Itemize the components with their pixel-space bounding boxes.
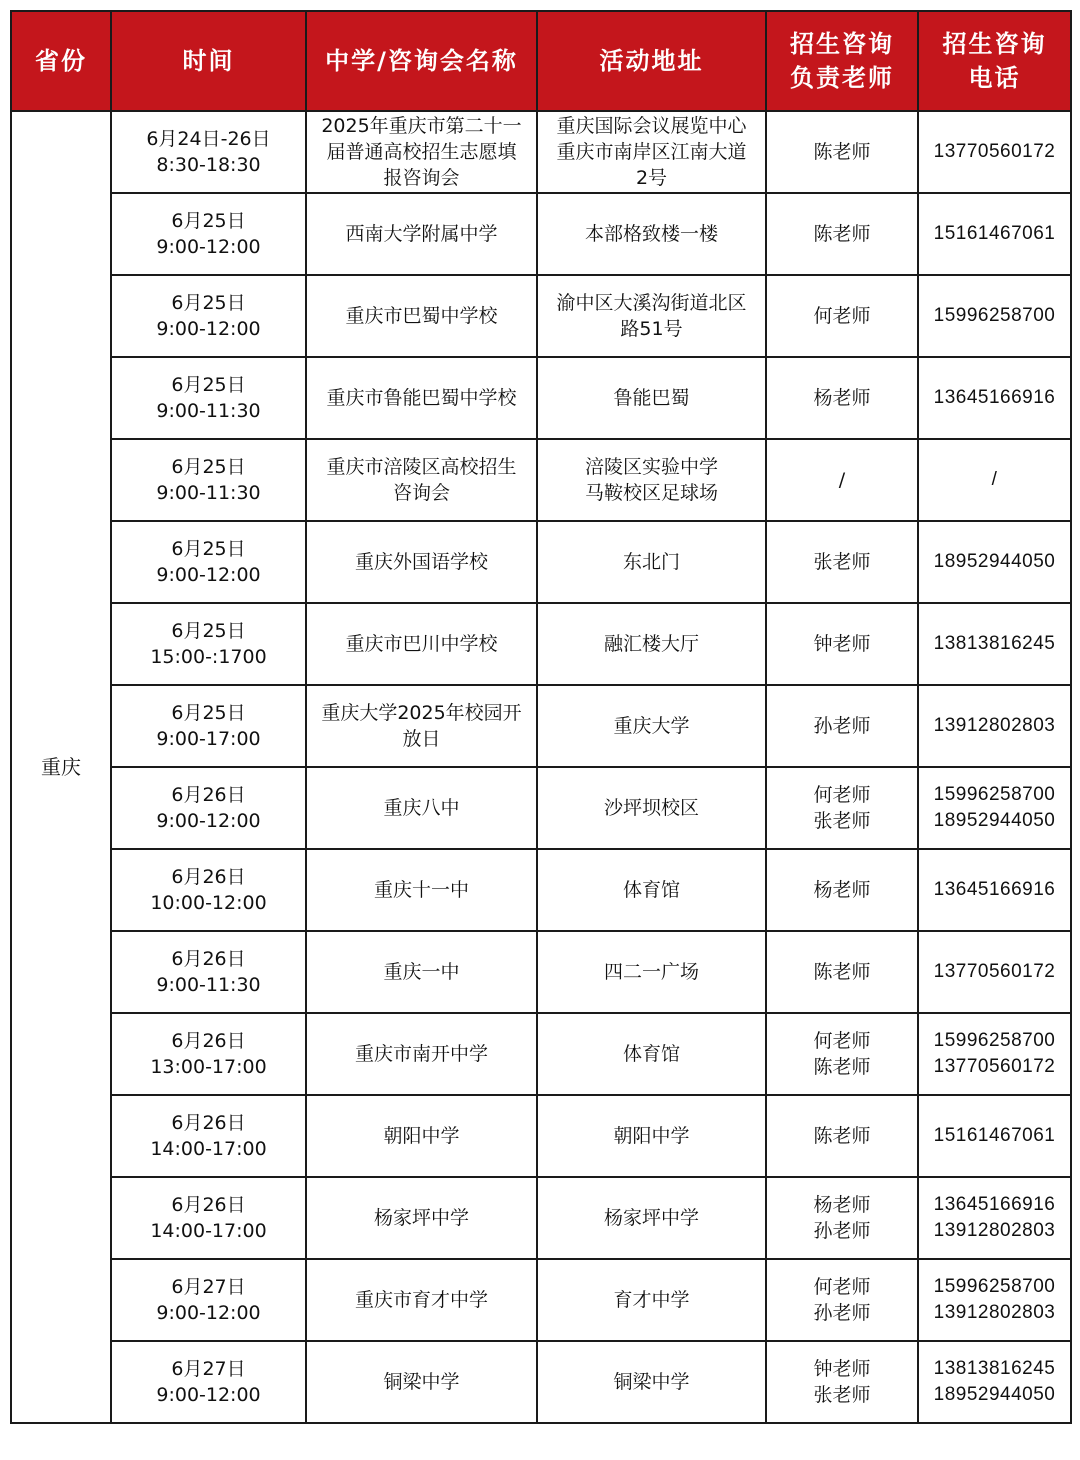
table-row xyxy=(11,603,1071,685)
cell-address: 本部格致楼一楼 xyxy=(537,193,766,275)
header-school: 中学/咨询会名称 xyxy=(306,11,537,111)
cell-address: 育才中学 xyxy=(537,1259,766,1341)
cell-phone: 15996258700 13770560172 xyxy=(918,1013,1071,1095)
cell-address: 重庆国际会议展览中心 重庆市南岸区江南大道 2号 xyxy=(537,111,766,193)
cell-school: 杨家坪中学 xyxy=(306,1177,537,1259)
cell-address: 东北门 xyxy=(537,521,766,603)
cell-address: 体育馆 xyxy=(537,849,766,931)
cell-phone: 18952944050 xyxy=(918,521,1071,603)
cell-school: 重庆市涪陵区高校招生 咨询会 xyxy=(306,439,537,521)
cell-teacher: 杨老师 xyxy=(766,357,918,439)
table-row xyxy=(11,357,1071,439)
cell-school: 重庆十一中 xyxy=(306,849,537,931)
cell-school: 朝阳中学 xyxy=(306,1095,537,1177)
cell-teacher: / xyxy=(766,439,918,521)
cell-teacher: 何老师 xyxy=(766,275,918,357)
cell-phone: 13770560172 xyxy=(918,931,1071,1013)
header-time: 时间 xyxy=(111,11,306,111)
cell-teacher: 何老师 张老师 xyxy=(766,767,918,849)
cell-phone: 15996258700 18952944050 xyxy=(918,767,1071,849)
table-row xyxy=(11,439,1071,521)
cell-phone: 15996258700 xyxy=(918,275,1071,357)
cell-time: 6月26日 13:00-17:00 xyxy=(111,1013,306,1095)
cell-time: 6月27日 9:00-12:00 xyxy=(111,1259,306,1341)
cell-time: 6月25日 9:00-11:30 xyxy=(111,357,306,439)
cell-school: 重庆一中 xyxy=(306,931,537,1013)
cell-time: 6月24日-26日 8:30-18:30 xyxy=(111,111,306,193)
cell-phone: 13912802803 xyxy=(918,685,1071,767)
cell-school: 重庆市巴川中学校 xyxy=(306,603,537,685)
cell-phone: 13645166916 13912802803 xyxy=(918,1177,1071,1259)
table-row xyxy=(11,111,1071,193)
cell-phone: 15161467061 xyxy=(918,1095,1071,1177)
cell-school: 重庆大学2025年校园开 放日 xyxy=(306,685,537,767)
cell-phone: 13813816245 18952944050 xyxy=(918,1341,1071,1423)
cell-time: 6月27日 9:00-12:00 xyxy=(111,1341,306,1423)
cell-time: 6月26日 10:00-12:00 xyxy=(111,849,306,931)
cell-school: 重庆市育才中学 xyxy=(306,1259,537,1341)
cell-school: 重庆市南开中学 xyxy=(306,1013,537,1095)
cell-school: 铜梁中学 xyxy=(306,1341,537,1423)
table-row xyxy=(11,767,1071,849)
table-row xyxy=(11,193,1071,275)
table-header xyxy=(11,11,1071,111)
cell-address: 四二一广场 xyxy=(537,931,766,1013)
cell-phone: / xyxy=(918,439,1071,521)
cell-teacher: 陈老师 xyxy=(766,1095,918,1177)
cell-time: 6月26日 9:00-12:00 xyxy=(111,767,306,849)
cell-school: 重庆市巴蜀中学校 xyxy=(306,275,537,357)
table-row xyxy=(11,1177,1071,1259)
cell-phone: 13645166916 xyxy=(918,849,1071,931)
table-row xyxy=(11,685,1071,767)
cell-phone: 13813816245 xyxy=(918,603,1071,685)
cell-time: 6月25日 15:00-:1700 xyxy=(111,603,306,685)
header-row xyxy=(11,11,1071,111)
cell-teacher: 杨老师 xyxy=(766,849,918,931)
cell-teacher: 张老师 xyxy=(766,521,918,603)
cell-phone: 13770560172 xyxy=(918,111,1071,193)
cell-time: 6月26日 14:00-17:00 xyxy=(111,1095,306,1177)
cell-address: 融汇楼大厅 xyxy=(537,603,766,685)
cell-school: 2025年重庆市第二十一 届普通高校招生志愿填 报咨询会 xyxy=(306,111,537,193)
cell-school: 重庆市鲁能巴蜀中学校 xyxy=(306,357,537,439)
cell-time: 6月25日 9:00-12:00 xyxy=(111,275,306,357)
cell-phone: 15161467061 xyxy=(918,193,1071,275)
cell-address: 朝阳中学 xyxy=(537,1095,766,1177)
cell-teacher: 陈老师 xyxy=(766,193,918,275)
cell-time: 6月25日 9:00-12:00 xyxy=(111,193,306,275)
table-body xyxy=(11,111,1071,1423)
cell-teacher: 何老师 陈老师 xyxy=(766,1013,918,1095)
consultation-schedule xyxy=(10,10,1070,1424)
cell-school: 西南大学附属中学 xyxy=(306,193,537,275)
header-teacher: 招生咨询 负责老师 xyxy=(766,11,918,111)
cell-time: 6月25日 9:00-11:30 xyxy=(111,439,306,521)
cell-phone: 13645166916 xyxy=(918,357,1071,439)
header-phone: 招生咨询 电话 xyxy=(918,11,1071,111)
table-row xyxy=(11,521,1071,603)
header-province: 省份 xyxy=(11,11,111,111)
schedule-table xyxy=(10,10,1072,1424)
cell-time: 6月25日 9:00-17:00 xyxy=(111,685,306,767)
cell-address: 重庆大学 xyxy=(537,685,766,767)
cell-address: 体育馆 xyxy=(537,1013,766,1095)
cell-teacher: 钟老师 张老师 xyxy=(766,1341,918,1423)
table-row xyxy=(11,1341,1071,1423)
cell-address: 鲁能巴蜀 xyxy=(537,357,766,439)
cell-address: 杨家坪中学 xyxy=(537,1177,766,1259)
cell-school: 重庆外国语学校 xyxy=(306,521,537,603)
cell-address: 渝中区大溪沟街道北区 路51号 xyxy=(537,275,766,357)
cell-teacher: 杨老师 孙老师 xyxy=(766,1177,918,1259)
table-row xyxy=(11,1095,1071,1177)
cell-province: 重庆 xyxy=(11,111,111,1423)
cell-phone: 15996258700 13912802803 xyxy=(918,1259,1071,1341)
table-row xyxy=(11,275,1071,357)
header-address: 活动地址 xyxy=(537,11,766,111)
table-row xyxy=(11,1259,1071,1341)
cell-teacher: 钟老师 xyxy=(766,603,918,685)
cell-teacher: 何老师 孙老师 xyxy=(766,1259,918,1341)
table-row xyxy=(11,931,1071,1013)
table-row xyxy=(11,849,1071,931)
cell-teacher: 陈老师 xyxy=(766,931,918,1013)
cell-address: 涪陵区实验中学 马鞍校区足球场 xyxy=(537,439,766,521)
cell-address: 沙坪坝校区 xyxy=(537,767,766,849)
table-row xyxy=(11,1013,1071,1095)
cell-teacher: 孙老师 xyxy=(766,685,918,767)
cell-time: 6月25日 9:00-12:00 xyxy=(111,521,306,603)
cell-time: 6月26日 14:00-17:00 xyxy=(111,1177,306,1259)
cell-teacher: 陈老师 xyxy=(766,111,918,193)
cell-time: 6月26日 9:00-11:30 xyxy=(111,931,306,1013)
cell-address: 铜梁中学 xyxy=(537,1341,766,1423)
cell-school: 重庆八中 xyxy=(306,767,537,849)
